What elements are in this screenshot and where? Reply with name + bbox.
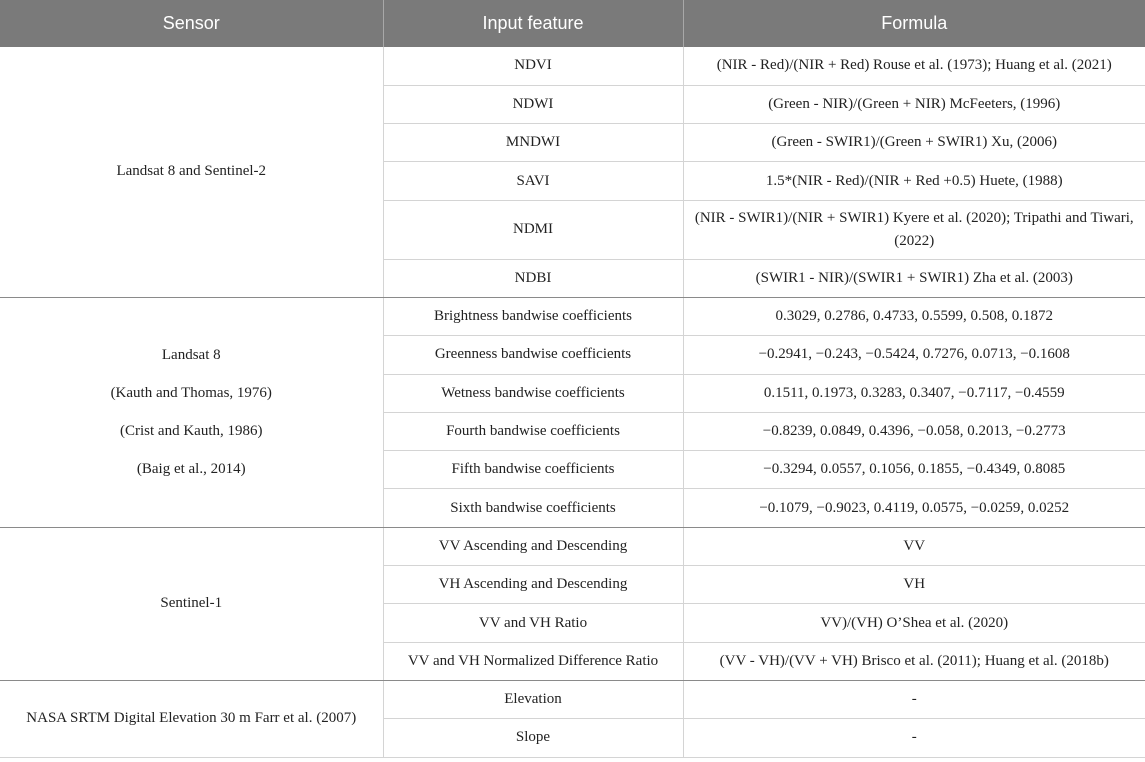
sensor-citation: (Crist and Kauth, 1986) — [120, 423, 263, 440]
formula-cell: - — [683, 719, 1145, 757]
formula-cell: (NIR - SWIR1)/(NIR + SWIR1) Kyere et al. (2020); Tripathi and Tiwari, (2022) — [683, 200, 1145, 259]
table-row — [0, 680, 1145, 718]
formula-cell: (Green - NIR)/(Green + NIR) McFeeters, (1996) — [683, 85, 1145, 123]
sensor-cell — [0, 680, 383, 757]
feature-cell: NDBI — [383, 259, 683, 297]
feature-cell: NDMI — [383, 200, 683, 259]
formula-cell: VV — [683, 527, 1145, 565]
feature-cell: Elevation — [383, 680, 683, 718]
formula-cell: VH — [683, 566, 1145, 604]
feature-cell: Fourth bandwise coefficients — [383, 412, 683, 450]
formula-cell: 1.5*(NIR - Red)/(NIR + Red +0.5) Huete, (1988) — [683, 162, 1145, 200]
sensor-name: Landsat 8 — [161, 347, 221, 364]
sensor-name: NASA SRTM Digital Elevation 30 m Farr et al. (2007) — [26, 710, 357, 727]
feature-cell: VV and VH Ratio — [383, 604, 683, 642]
formula-cell: −0.3294, 0.0557, 0.1056, 0.1855, −0.4349, 0.8085 — [683, 451, 1145, 489]
formula-cell: −0.1079, −0.9023, 0.4119, 0.0575, −0.0259, 0.0252 — [683, 489, 1145, 527]
feature-cell: NDWI — [383, 85, 683, 123]
sensor-name: Sentinel-1 — [160, 595, 223, 612]
formula-cell: −0.2941, −0.243, −0.5424, 0.7276, 0.0713, −0.1608 — [683, 336, 1145, 374]
formula-cell: VV)/(VH) O’Shea et al. (2020) — [683, 604, 1145, 642]
table-row — [0, 47, 1145, 85]
header-sensor: Sensor — [0, 0, 383, 47]
sensor-citation: (Kauth and Thomas, 1976) — [110, 385, 272, 402]
header-formula: Formula — [683, 0, 1145, 47]
feature-cell: Brightness bandwise coefficients — [383, 297, 683, 335]
feature-cell: SAVI — [383, 162, 683, 200]
sensor-cell — [0, 297, 383, 527]
table-row — [0, 297, 1145, 335]
sensor-cell — [0, 527, 383, 680]
formula-cell: (NIR - Red)/(NIR + Red) Rouse et al. (1973); Huang et al. (2021) — [683, 47, 1145, 85]
feature-cell: VV and VH Normalized Difference Ratio — [383, 642, 683, 680]
feature-cell: NDVI — [383, 47, 683, 85]
sensor-citation: (Baig et al., 2014) — [136, 461, 246, 478]
table-row — [0, 527, 1145, 565]
formula-cell: 0.3029, 0.2786, 0.4733, 0.5599, 0.508, 0.1872 — [683, 297, 1145, 335]
feature-cell: VV Ascending and Descending — [383, 527, 683, 565]
feature-cell: MNDWI — [383, 124, 683, 162]
header-input-feature: Input feature — [383, 0, 683, 47]
feature-cell: Fifth bandwise coefficients — [383, 451, 683, 489]
feature-cell: Sixth bandwise coefficients — [383, 489, 683, 527]
feature-cell: Greenness bandwise coefficients — [383, 336, 683, 374]
header-row — [0, 0, 1145, 47]
formula-cell: (Green - SWIR1)/(Green + SWIR1) Xu, (2006) — [683, 124, 1145, 162]
formula-cell: - — [683, 680, 1145, 718]
formula-cell: (SWIR1 - NIR)/(SWIR1 + SWIR1) Zha et al. (2003) — [683, 259, 1145, 297]
formula-cell: (VV - VH)/(VV + VH) Brisco et al. (2011); Huang et al. (2018b) — [683, 642, 1145, 680]
formula-cell: −0.8239, 0.0849, 0.4396, −0.058, 0.2013, −0.2773 — [683, 412, 1145, 450]
feature-cell: VH Ascending and Descending — [383, 566, 683, 604]
sensor-name: Landsat 8 and Sentinel-2 — [116, 163, 267, 180]
feature-cell: Wetness bandwise coefficients — [383, 374, 683, 412]
sensor-cell — [0, 47, 383, 297]
feature-cell: Slope — [383, 719, 683, 757]
formula-cell: 0.1511, 0.1973, 0.3283, 0.3407, −0.7117, −0.4559 — [683, 374, 1145, 412]
